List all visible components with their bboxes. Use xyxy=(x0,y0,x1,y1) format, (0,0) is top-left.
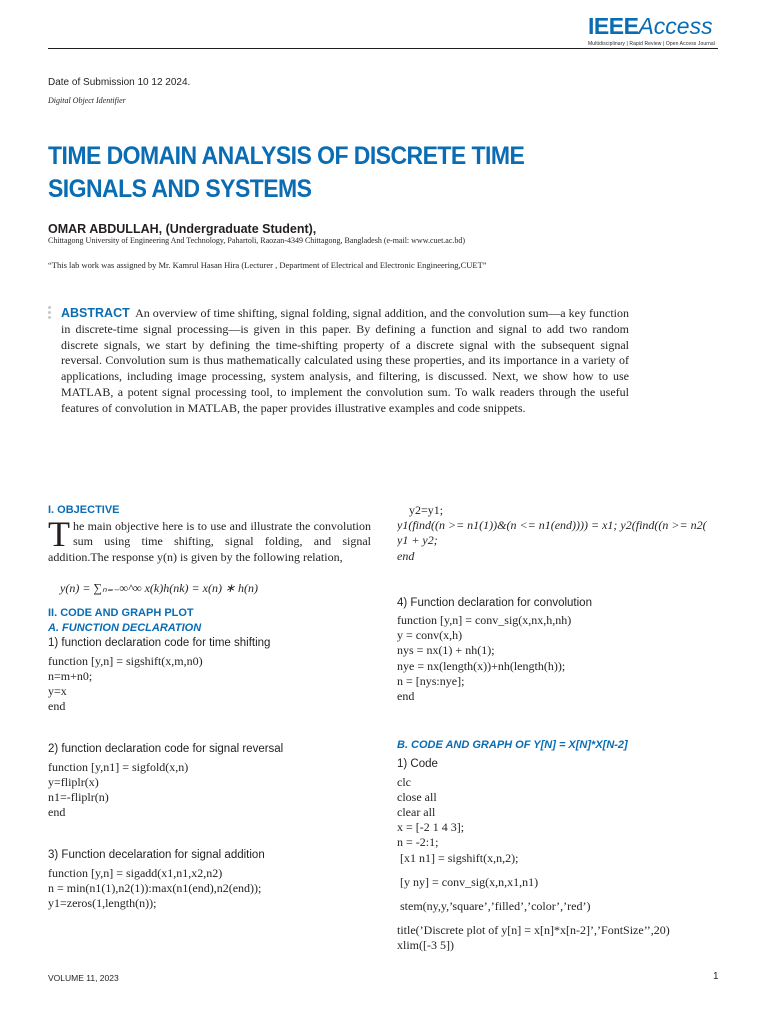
submission-date: Date of Submission 10 12 2024. xyxy=(48,77,191,88)
main-code xyxy=(397,775,768,954)
code-line: function [y,n] = sigadd(x1,n1,x2,n2) xyxy=(48,865,223,880)
assignment-note: “This lab work was assigned by Mr. Kamrul Hasan Hira (Lecturer , Department of Electrical and Electronic Engineering,CUET” xyxy=(48,260,487,270)
code-line: y=x xyxy=(48,684,67,699)
dropcap: T xyxy=(48,514,70,555)
code-line: n = min(n1(1),n2(1)):max(n1(end),n2(end)); xyxy=(48,880,262,895)
code-line: y1(find((n >= n1(1))&(n <= n1(end)))) = x1; y2(find((n >= n2( xyxy=(397,518,707,533)
code-line: y = conv(x,h) xyxy=(397,628,463,643)
page-number: 1 xyxy=(713,971,719,982)
time-shifting-code xyxy=(48,654,371,715)
abstract-text: An overview of time shifting, signal folding, signal addition, and the convolution sum—a key function in discrete-time signal processing—is given in this paper. By defining a function and signal to add two random discrete signals, we start by defining the time-shifting property of a discrete signal with the subsequent signal reversal. Convolution sum is thus mathematically calculated using these properties, and its importance in a variety of applications, including image processing, system analysis, and filtering, is discussed. Next, we show how to use MATLAB, a potent signal processing tool, to implement the convolution sum. To walk readers through the useful features of convolution in MATLAB, the paper provides illustrative examples and code snippets. xyxy=(61,306,629,415)
code-heading: 1) Code xyxy=(397,758,438,771)
code-line: end xyxy=(397,689,415,704)
code-line: end xyxy=(48,805,66,820)
code-line: end xyxy=(397,548,415,563)
code-line: clc xyxy=(397,774,411,789)
signal-reversal-code xyxy=(48,760,371,821)
signal-addition-code xyxy=(48,866,371,912)
code-line: n1=-fliplr(n) xyxy=(48,790,109,805)
addition-code-continued xyxy=(397,503,768,564)
paper-title xyxy=(48,140,600,206)
author-affiliation: Chittagong University of Engineering And Technology, Pahartoli, Raozan-4349 Chittagong, Bangladesh (e-mail: www.cuet.ac.bd) xyxy=(48,236,466,245)
code-line: y1=zeros(1,length(n)); xyxy=(48,896,157,911)
code-line: function [y,n] = conv_sig(x,nx,h,nh) xyxy=(397,613,572,628)
section-code-heading: II. CODE AND GRAPH PLOT xyxy=(48,607,194,620)
convolution-heading: 4) Function declaration for convolution xyxy=(397,596,592,609)
code-line: title(’Discrete plot of y[n] = x[n]*x[n-2]’,’FontSize’’,20) xyxy=(397,923,670,938)
signal-reversal-heading: 2) function declaration code for signal reversal xyxy=(48,743,284,756)
journal-logo xyxy=(588,14,715,47)
code-line: nye = nx(length(x))+nh(length(h)); xyxy=(397,658,566,673)
code-line: function [y,n] = sigshift(x,m,n0) xyxy=(48,653,203,668)
code-line: [x1 n1] = sigshift(x,n,2); xyxy=(397,850,519,865)
logo-access: Access xyxy=(638,13,713,39)
objective-paragraph xyxy=(48,514,371,565)
left-column xyxy=(48,503,371,911)
convolution-equation: y(n) = ∑ₙ₌₋∞^∞ x(k)h(nk) = x(n) ∗ h(n) xyxy=(60,580,259,595)
code-line: stem(ny,y,’square’,’filled’,’color’,’red’) xyxy=(397,899,591,914)
code-line: nys = nx(1) + nh(1); xyxy=(397,643,495,658)
objective-text: he main objective here is to use and illustrate the convolution sum using time shifting, signal folding, and signal addition.The response y(n) is given by the following relation, xyxy=(48,519,371,564)
abstract xyxy=(61,306,629,417)
code-line: n = [nys:nye]; xyxy=(397,673,465,688)
doi-label: Digital Object Identifier xyxy=(48,96,126,105)
footer-volume: VOLUME 11, 2023 xyxy=(48,973,119,983)
code-line: y1 + y2; xyxy=(397,533,438,548)
author-name: OMAR ABDULLAH, (Undergraduate Student), xyxy=(48,222,317,236)
code-line: close all xyxy=(397,789,437,804)
abstract-marker-icon xyxy=(48,306,52,321)
header-rule xyxy=(48,48,718,49)
code-line: [y ny] = conv_sig(x,n,x1,n1) xyxy=(397,874,539,889)
title-line-1: TIME DOMAIN ANALYSIS OF DISCRETE TIME xyxy=(48,142,525,170)
subsection-function-declaration: A. FUNCTION DECLARATION xyxy=(48,622,202,635)
code-line: y=fliplr(x) xyxy=(48,774,99,789)
code-line: clear all xyxy=(397,805,436,820)
section-objective-heading: I. OBJECTIVE xyxy=(48,504,120,516)
convolution-code xyxy=(397,613,768,704)
code-line: n = -2:1; xyxy=(397,835,439,850)
code-line: n=m+n0; xyxy=(48,668,93,683)
time-shifting-heading: 1) function declaration code for time shifting xyxy=(48,637,271,650)
code-line: function [y,n1] = sigfold(x,n) xyxy=(48,759,189,774)
code-line: y2=y1; xyxy=(409,503,444,517)
subsection-code-graph: B. CODE AND GRAPH OF Y[N] = X[N]*X[N-2] xyxy=(397,739,628,752)
abstract-label: ABSTRACT xyxy=(61,306,130,320)
right-column xyxy=(397,503,768,954)
signal-addition-heading: 3) Function decelaration for signal addition xyxy=(48,849,265,862)
logo-tagline: Multidisciplinary | Rapid Review | Open Access Journal xyxy=(588,41,715,47)
title-line-2: SIGNALS AND SYSTEMS xyxy=(48,175,312,203)
code-line: end xyxy=(48,699,66,714)
logo-ieee: IEEE xyxy=(588,13,639,39)
code-line: xlim([-3 5]) xyxy=(397,938,454,953)
code-line: x = [-2 1 4 3]; xyxy=(397,820,465,835)
